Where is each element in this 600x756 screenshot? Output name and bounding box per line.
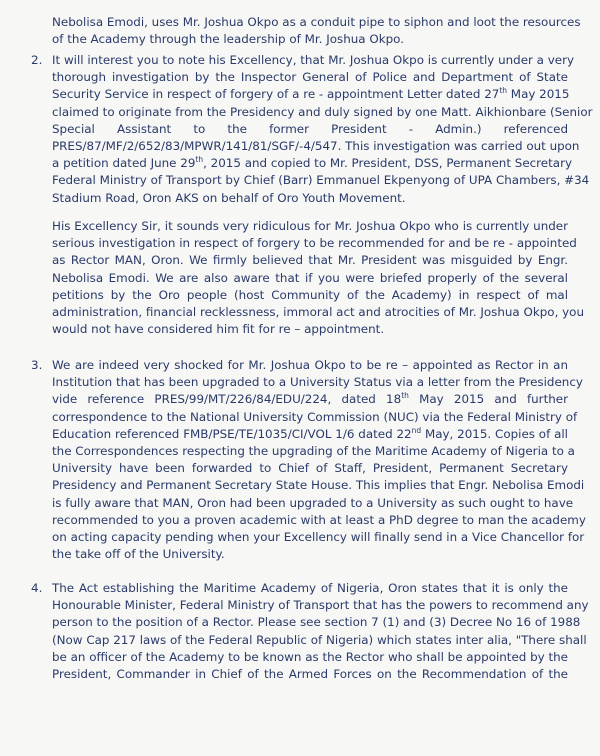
text-line: thorough investigation by the Inspector General of Police and Department of State [52, 70, 568, 85]
text-line: person to the position of a Rector. Please see section 7 (1) and (3) Decree No 16 of 1988 [52, 615, 581, 630]
text-line: Nebolisa Emodi, uses Mr. Joshua Okpo as a conduit pipe to siphon and loot the resources [52, 15, 581, 29]
text-line: petitions by the Oro people (host Community of the Academy) in respect of mal [52, 287, 568, 302]
text-line: Federal Ministry of Transport by Chief (Barr) Emmanuel Ekpenyong of UPA Chambers, #34 [52, 173, 590, 188]
paragraph-number: 4. [31, 581, 43, 595]
text-line: Stadium Road, Oron AKS on behalf of Oro Youth Movement. [52, 190, 406, 205]
text-line: administration, financial recklessness, immoral act and atrocities of Mr. Joshua Okpo, you [52, 305, 584, 320]
text-line: vide reference PRES/99/MT/226/84/EDU/224, dated 18th May 2015 and further [52, 391, 568, 407]
text-line: President, Commander in Chief of the Armed Forces on the Recommendation of the [52, 667, 568, 682]
text-line: a petition dated June 29th, 2015 and copied to Mr. President, DSS, Permanent Secretary [52, 155, 572, 171]
text-line: We are indeed very shocked for Mr. Joshua Okpo to be re – appointed as Rector in an [52, 358, 568, 372]
paragraph-number: 2. [31, 53, 43, 67]
text-line: the take off of the University. [52, 547, 225, 562]
text-line: PRES/87/MF/2/652/83/MPWR/141/81/SGF/-4/547. This investigation was carried out upon [52, 139, 580, 154]
text-line: (Now Cap 217 laws of the Federal Republic of Nigeria) which states inter alia, "There shall [52, 632, 587, 647]
text-line: correspondence to the National University Commission (NUC) via the Federal Ministry of [52, 409, 578, 424]
text-line: It will interest you to note his Excellency, that Mr. Joshua Okpo is currently under a very [52, 53, 575, 67]
text-line: The Act establishing the Maritime Academy of Nigeria, Oron states that it is only the [52, 581, 568, 595]
text-line: serious investigation in respect of forgery to be recommended for and be re - appointed [52, 236, 577, 251]
text-line: recommended to you a proven academic with at least a PhD degree to man the academy [52, 512, 586, 527]
paragraph-continuation [52, 14, 581, 48]
text-line: claimed to originate from the Presidency and duly signed by one Matt. Aikhionbare (Senior [52, 104, 593, 119]
text-line: Presidency and Permanent Secretary State House. This implies that Engr. Nebolisa Emodi [52, 478, 585, 493]
text-line: is fully aware that MAN, Oron had been upgraded to a University as such ought to have [52, 495, 574, 510]
text-line: the Correspondences respecting the upgrading of the Maritime Academy of Nigeria to a [52, 444, 575, 459]
paragraph-4 [52, 580, 589, 683]
paragraph-3 [52, 357, 586, 563]
text-line: Special Assistant to the former President - Admin.) referenced [52, 121, 568, 136]
text-line: on acting capacity pending when your Excellency will finally send in a Vice Chancellor for [52, 530, 585, 545]
text-line: Honourable Minister, Federal Ministry of Transport that has the powers to recommend any [52, 598, 589, 613]
text-line: be an officer of the Academy to be known as the Rector who shall be appointed by the [52, 649, 568, 664]
text-line: University have been forwarded to Chief of Staff, President, Permanent Secretary [52, 461, 568, 476]
paragraph-2-continued [52, 218, 584, 338]
text-line: Security Service in respect of forgery of a re - appointment Letter dated 27th May 2015 [52, 86, 570, 102]
paragraph-number: 3. [31, 358, 43, 372]
text-line: of the Academy through the leadership of Mr. Joshua Okpo. [52, 32, 404, 47]
text-line: Nebolisa Emodi. We are also aware that if you were briefed properly of the several [52, 270, 568, 285]
text-line: Institution that has been upgraded to a University Status via a letter from the Presidency [52, 375, 583, 390]
paragraph-2 [52, 52, 593, 207]
text-line: as Rector MAN, Oron. We firmly believed that Mr. President was misguided by Engr. [52, 253, 568, 268]
text-line: His Excellency Sir, it sounds very ridiculous for Mr. Joshua Okpo who is currently under [52, 219, 568, 233]
text-line: Education referenced FMB/PSE/TE/1035/CI/VOL 1/6 dated 22nd May, 2015. Copies of all [52, 425, 568, 441]
text-line: would not have considered him fit for re – appointment. [52, 322, 385, 337]
